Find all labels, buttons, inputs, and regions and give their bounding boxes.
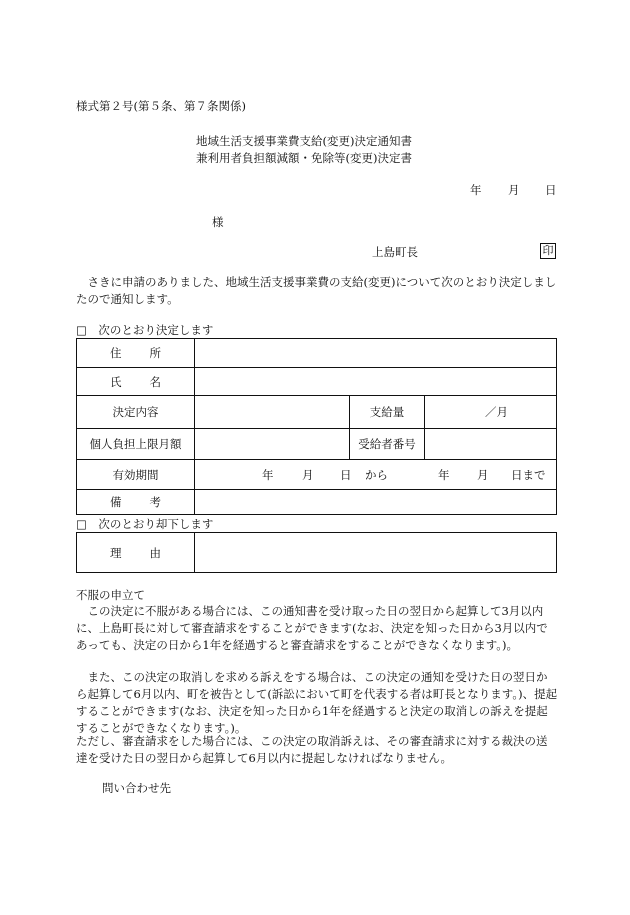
table-row (77, 396, 557, 429)
form-number: 様式第２号(第５条、第７条関係) (76, 99, 246, 113)
table-row (77, 490, 557, 515)
appeal-heading: 不服の申立て (76, 588, 145, 602)
cap-monthly-label: 個人負担上限月額 (77, 429, 195, 460)
table-row (77, 460, 557, 490)
name-label: 氏 名 (77, 368, 195, 396)
reason-label: 理 由 (77, 533, 195, 573)
decision-content-value (195, 396, 350, 429)
table-row (77, 368, 557, 396)
table-row (77, 533, 557, 573)
title-line-1: 地域生活支援事業費支給(変更)決定通知書 (196, 134, 412, 148)
appeal-paragraph-3: ただし、審査請求をした場合には、この決定の取消訴えは、その審査請求に対する裁決の送達を受けた日の翌日から起算して6月以内に提起しなければなりません。 (76, 734, 548, 765)
name-value (195, 368, 557, 396)
date-year: 年 (470, 183, 482, 197)
issuer: 上島町長 (372, 245, 418, 259)
appeal-paragraph-2: また、この決定の取消しを求める訴えをする場合は、この決定の通知を受けた日の翌日から起算して6月以内、町を被告として(訴訟において町を代表する者は町長となります。)、提起することができます(なお、決定を知った日から1年を経過すると決定の取消しの訴えを提起することができなくなります。)。 (76, 670, 558, 735)
validity-from: から (365, 468, 388, 482)
validity-year-1: 年 (262, 468, 274, 482)
decision-content-label: 決定内容 (77, 396, 195, 429)
validity-month-2: 月 (477, 468, 489, 482)
decision-table (76, 338, 557, 515)
intro-text: さきに申請のありました、地域生活支援事業費の支給(変更)について次のとおり決定しましたので通知します。 (76, 275, 557, 306)
address-label: 住 所 (77, 339, 195, 368)
appeal-paragraph-1: この決定に不服がある場合には、この通知書を受け取った日の翌日から起算して3月以内に、上島町長に対して審査請求をすることができます(なお、決定を知った日から3月以内であっても、決定の日から1年を経過すると審査請求をすることができなくなります。)。 (76, 604, 548, 652)
seal-mark: 印 (540, 243, 556, 259)
remarks-value (195, 490, 557, 515)
title-line-2: 兼利用者負担額減額・免除等(変更)決定書 (196, 151, 412, 165)
validity-value (195, 460, 557, 490)
date-day: 日 (545, 183, 557, 197)
rejection-table (76, 532, 557, 573)
recipient-suffix: 様 (212, 215, 224, 229)
table-row (77, 429, 557, 460)
date-month: 月 (508, 183, 520, 197)
recipient-number-label: 受給者番号 (350, 429, 425, 460)
validity-day-1: 日 (340, 468, 352, 482)
cap-monthly-value (195, 429, 350, 460)
contact-label: 問い合わせ先 (102, 781, 171, 795)
table-row (77, 339, 557, 368)
validity-day-2: 日まで (511, 468, 546, 482)
remarks-label: 備 考 (77, 490, 195, 515)
recipient-number-value (425, 429, 557, 460)
validity-year-2: 年 (438, 468, 450, 482)
supply-amount-value: ／月 (425, 396, 557, 429)
validity-month-1: 月 (302, 468, 314, 482)
decision-heading: □ 次のとおり決定します (76, 323, 214, 337)
validity-label: 有効期間 (77, 460, 195, 490)
address-value (195, 339, 557, 368)
rejection-heading: □ 次のとおり却下します (76, 517, 214, 531)
reason-value (195, 533, 557, 573)
supply-amount-label: 支給量 (350, 396, 425, 429)
